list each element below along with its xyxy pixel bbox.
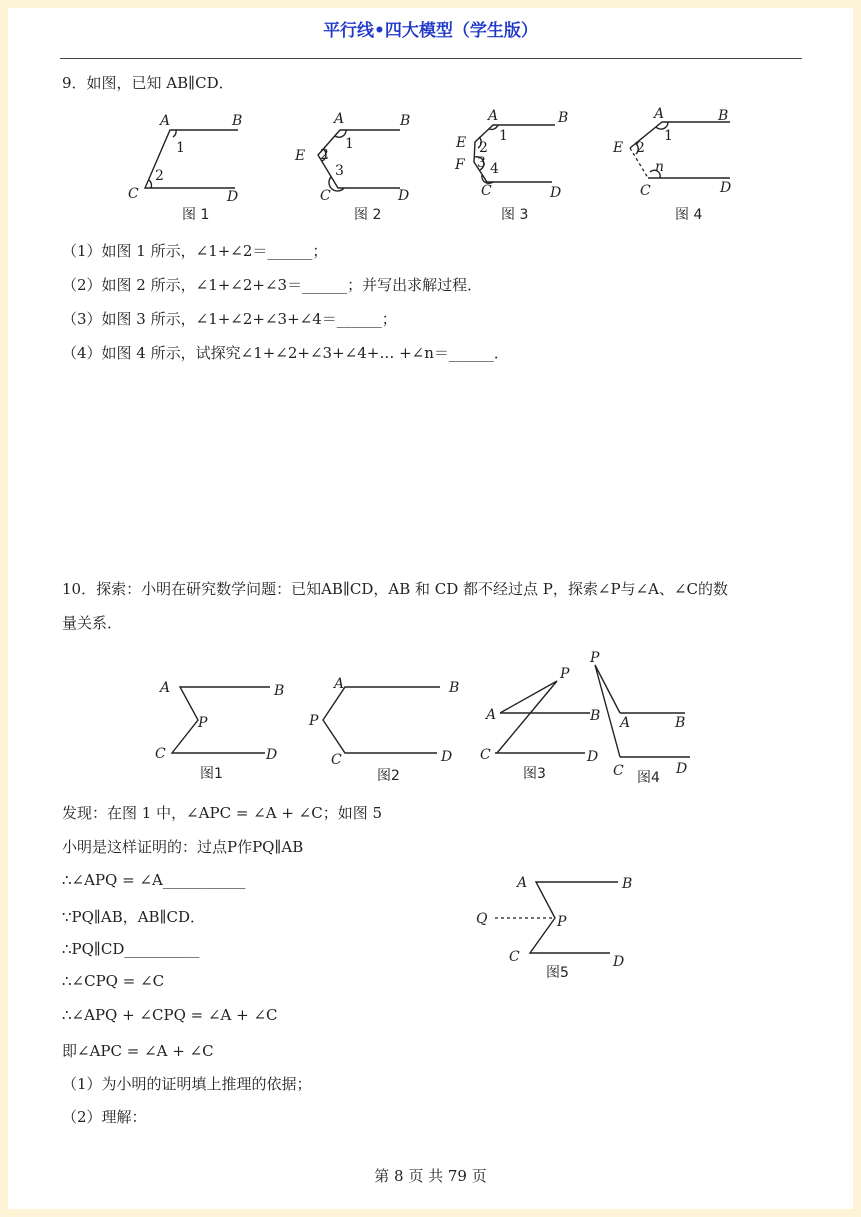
q9-part-2: （2）如图 2 所示，∠1+∠2+∠3＝______；并写出求解过程． (62, 276, 483, 294)
q9-fig2-label-c: C (320, 188, 331, 204)
q10-fig3-label-c: C (480, 747, 491, 763)
q9-fig2-label-b: B (400, 113, 411, 129)
q10-fig4-caption: 图4 (637, 770, 660, 786)
q9-fig1-label-2: 2 (155, 168, 164, 184)
q9-fig4-label-d: D (720, 180, 732, 196)
q9-part-3: （3）如图 3 所示，∠1+∠2+∠3+∠4＝______； (62, 310, 397, 328)
q10-proof-line-5: ∴PQ∥CD__________ (62, 940, 200, 958)
q10-fig2-caption: 图2 (377, 768, 400, 784)
q10-proof-line-8: 即∠APC = ∠A + ∠C (62, 1042, 214, 1060)
q9-fig2-label-a: A (334, 111, 345, 127)
q10-fig1-label-c: C (155, 746, 166, 762)
q9-fig4-label-1: 1 (664, 128, 673, 144)
q9-fig4-label-c: C (640, 183, 651, 199)
q9-fig2-label-1: 1 (345, 136, 354, 152)
q10-fig5-label-c: C (509, 949, 520, 965)
q9-fig1-caption: 图 1 (182, 207, 210, 223)
q10-fig2-lines (323, 687, 440, 753)
q9-fig4-label-a: A (654, 106, 665, 122)
q10-fig3-label-b: B (590, 708, 601, 724)
q10-fig2-label-b: B (449, 680, 460, 696)
q9-fig1-label-a: A (160, 113, 171, 129)
q9-fig2-label-e: E (295, 148, 306, 164)
q10-stem-line1: 10．探索：小明在研究数学问题：已知AB∥CD，AB 和 CD 都不经过点 P，探索∠P与∠A、∠C的数 (62, 580, 729, 598)
q9-fig1-arc1 (173, 130, 176, 137)
q10-fig5-label-a: A (517, 875, 528, 891)
q9-fig1-label-d: D (227, 189, 239, 205)
q10-fig5-label-q: Q (476, 911, 488, 927)
q9-fig3-caption: 图 3 (501, 207, 529, 223)
q9-fig3-label-f: F (455, 157, 465, 173)
q10-fig5-caption: 图5 (546, 965, 569, 981)
q9-fig4-lines-top (630, 122, 730, 148)
q10-proof-line-2: 小明是这样证明的：过点P作PQ∥AB (62, 838, 304, 856)
q10-fig2-label-d: D (441, 749, 453, 765)
q10-fig3-label-d: D (587, 749, 599, 765)
q9-fig2-label-2: 2 (320, 147, 329, 163)
q10-part-1: （1）为小明的证明填上推理的依据； (62, 1075, 312, 1093)
q9-part-4: （4）如图 4 所示，试探究∠1+∠2+∠3+∠4+… +∠n＝______． (62, 344, 509, 362)
q10-proof-line-6: ∴∠CPQ = ∠C (62, 972, 165, 990)
q9-fig1-label-b: B (232, 113, 243, 129)
q9-fig3-label-c: C (481, 183, 492, 199)
header-rule (60, 58, 802, 59)
q9-fig3-label-b: B (558, 110, 569, 126)
q10-fig1-label-a: A (160, 680, 171, 696)
q10-proof-line-1: 发现：在图 1 中，∠APC = ∠A + ∠C；如图 5 (62, 804, 383, 822)
q9-fig2-label-3: 3 (335, 163, 344, 179)
q10-part-2: （2）理解： (62, 1108, 147, 1126)
q9-fig4-label-b: B (718, 108, 729, 124)
q9-fig2-label-d: D (398, 188, 410, 204)
q9-figures (0, 100, 861, 330)
q10-fig1-label-p: P (198, 715, 208, 731)
q10-fig5-label-d: D (613, 954, 625, 970)
q9-fig3-label-3: 3 (477, 155, 486, 171)
q10-proof-line-3: ∴∠APQ = ∠A___________ (62, 871, 246, 889)
q9-fig3-label-e: E (456, 135, 467, 151)
q9-fig1-label-1: 1 (176, 140, 185, 156)
q10-fig4-label-c: C (613, 763, 624, 779)
q10-fig1-label-b: B (274, 683, 285, 699)
q10-figures-row (0, 645, 861, 785)
q9-fig4-label-e: E (613, 140, 624, 156)
q9-fig3-label-4: 4 (490, 161, 499, 177)
q9-fig1-arc2 (149, 180, 152, 188)
q9-stem: 9．如图，已知 AB∥CD． (62, 74, 234, 92)
q10-proof-line-4: ∵PQ∥AB，AB∥CD． (62, 908, 206, 926)
page-footer: 第 8 页 共 79 页 (374, 1167, 487, 1185)
q10-fig4-label-d: D (676, 761, 688, 777)
q10-fig1-label-d: D (266, 747, 278, 763)
q10-fig5-label-p: P (557, 914, 567, 930)
q10-fig2-label-c: C (331, 752, 342, 768)
q10-fig1-lines (172, 687, 270, 753)
q9-fig1-label-c: C (128, 186, 139, 202)
q10-fig5 (0, 860, 861, 980)
q10-fig3-pa-pc (497, 681, 557, 753)
q10-fig2-label-p: P (309, 713, 319, 729)
q9-fig3-label-a: A (488, 108, 499, 124)
q10-fig5-label-b: B (622, 876, 633, 892)
q9-fig4-caption: 图 4 (675, 207, 703, 223)
q9-fig4-label-2: 2 (636, 140, 645, 156)
q10-fig3-label-p: P (560, 666, 570, 682)
q9-fig3-label-1: 1 (499, 128, 508, 144)
q10-fig4-label-b: B (675, 715, 686, 731)
q9-fig3-label-2: 2 (479, 140, 488, 156)
q9-fig3-label-d: D (550, 185, 562, 201)
q10-fig4-label-a: A (620, 715, 631, 731)
q10-fig1-caption: 图1 (200, 766, 223, 782)
q10-stem-line2: 量关系． (62, 614, 123, 632)
q10-fig3-label-a: A (486, 707, 497, 723)
q9-part-1: （1）如图 1 所示，∠1+∠2＝______； (62, 242, 328, 260)
q9-fig2-caption: 图 2 (354, 207, 382, 223)
q10-fig2-label-a: A (334, 676, 345, 692)
q10-fig4-label-p: P (590, 650, 600, 666)
q10-fig3-caption: 图3 (523, 766, 546, 782)
page-header-title: 平行线•四大模型（学生版） (323, 21, 538, 41)
q9-fig4-label-n: n (655, 159, 665, 175)
q10-proof-line-7: ∴∠APQ + ∠CPQ = ∠A + ∠C (62, 1006, 278, 1024)
